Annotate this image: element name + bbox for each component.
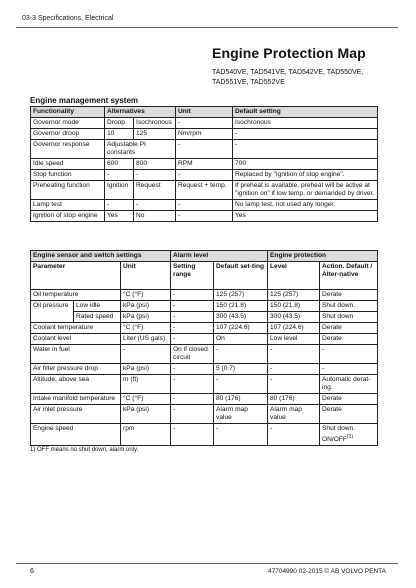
- table-cell: -: [320, 345, 378, 364]
- page-number: 6: [30, 568, 34, 575]
- table-cell: Oil temperature: [31, 290, 121, 301]
- column-header: Unit: [121, 262, 171, 290]
- table-cell: °C (°F): [121, 323, 171, 334]
- table-cell: -: [268, 424, 320, 446]
- table-row: [31, 200, 378, 211]
- table-cell: Alarm map value: [214, 405, 268, 424]
- table-cell: Request: [134, 181, 176, 200]
- table-cell: If preheat is available, preheat will be active at "ignition on" if low temp. or demanded by driver.: [233, 181, 378, 200]
- table-cell: 150 (21.8): [268, 301, 320, 312]
- table-cell: -: [171, 290, 214, 301]
- table-cell: Ignition: [105, 181, 134, 200]
- footnote-ref: (1): [346, 434, 354, 440]
- table-cell: Shut down: [320, 312, 378, 323]
- table-cell: 800: [134, 159, 176, 170]
- table-cell: -: [268, 364, 320, 375]
- table-row: [31, 301, 378, 312]
- header-divider: [16, 27, 398, 28]
- table-cell: °C (°F): [121, 394, 171, 405]
- table-cell: Derate: [320, 405, 378, 424]
- table-cell: m (ft): [121, 375, 171, 394]
- table-cell: 300 (43.5): [268, 312, 320, 323]
- column-header: Functionality: [31, 107, 105, 118]
- table-cell: 600: [105, 159, 134, 170]
- table-cell: 700: [233, 159, 378, 170]
- table-cell: -: [214, 375, 268, 394]
- table-cell: -: [171, 312, 214, 323]
- table-cell: On if closed circuit: [171, 345, 214, 364]
- table-cell: Air filter pressure drop: [31, 364, 121, 375]
- table-group-header-row: [31, 251, 378, 262]
- table-row: [31, 405, 378, 424]
- table-cell: -: [214, 345, 268, 364]
- table-row: [31, 345, 378, 364]
- page-title: Engine Protection Map: [212, 45, 366, 61]
- table-cell: Yes: [233, 211, 378, 222]
- table-cell: 80 (176): [268, 394, 320, 405]
- table-cell: Alarm map value: [268, 405, 320, 424]
- footer-doc-id: 47704990 02-2015 © AB VOLVO PENTA: [267, 568, 386, 575]
- table-cell: Droop: [105, 118, 134, 129]
- table-cell: -: [134, 170, 176, 181]
- table-cell: Derate: [320, 334, 378, 345]
- table-cell: Request + temp.: [176, 181, 233, 200]
- footer-divider: [16, 563, 398, 564]
- table-cell: 125 (257): [268, 290, 320, 301]
- table-cell: kPa (psi): [121, 312, 171, 323]
- table-row: [31, 290, 378, 301]
- table-cell: Derate: [320, 323, 378, 334]
- table-cell: No: [134, 211, 176, 222]
- column-header: Parameter: [31, 262, 121, 290]
- column-header: Setting range: [171, 262, 214, 290]
- footnote: 1) OFF means no shut down, alarm only.: [30, 447, 139, 453]
- table-row: [31, 323, 378, 334]
- table-row: [31, 140, 378, 159]
- table-cell: Stop function: [31, 170, 105, 181]
- table-cell: 300 (43.5): [214, 312, 268, 323]
- engine-protection-table: [30, 250, 378, 446]
- table-cell: Derate: [320, 394, 378, 405]
- table-cell: 5 (0.7): [214, 364, 268, 375]
- table-cell: 80 (176): [214, 394, 268, 405]
- table-cell: Automatic derat-ing.: [320, 375, 378, 394]
- table-cell: Coolant temperature: [31, 323, 121, 334]
- table-cell: Replaced by "Ignition of stop engine".: [233, 170, 378, 181]
- table-cell: Low idle: [74, 301, 121, 312]
- table-cell: Derate: [320, 290, 378, 301]
- table-cell: -: [233, 129, 378, 140]
- table-cell: Engine speed: [31, 424, 121, 446]
- table-cell: RPM: [176, 159, 233, 170]
- table-cell: Altitude, above sea: [31, 375, 121, 394]
- table-cell: -: [134, 200, 176, 211]
- column-header: Default set-ting: [214, 262, 268, 290]
- table-cell: Oil pressure: [31, 301, 74, 323]
- table-cell: -: [176, 211, 233, 222]
- table-cell: 10: [105, 129, 134, 140]
- table-cell: Water in fuel: [31, 345, 121, 364]
- table-cell: -: [171, 323, 214, 334]
- table-cell: 125: [134, 129, 176, 140]
- table-cell: -: [171, 424, 214, 446]
- table-cell: [320, 424, 378, 446]
- table-cell: Isochronous: [134, 118, 176, 129]
- table-cell: -: [171, 394, 214, 405]
- column-header: Level: [268, 262, 320, 290]
- table-row: [31, 394, 378, 405]
- table-cell: Lamp test: [31, 200, 105, 211]
- table-cell: Governor droop: [31, 129, 105, 140]
- table-cell: Governor mode: [31, 118, 105, 129]
- table-cell: Preheating function: [31, 181, 105, 200]
- table-cell: -: [105, 170, 134, 181]
- table-cell: -: [171, 405, 214, 424]
- table-cell: Adjustable PI constants: [105, 140, 176, 159]
- table-cell: -: [171, 364, 214, 375]
- table-row: [31, 170, 378, 181]
- table-cell: -: [214, 424, 268, 446]
- table-cell: 150 (21.8): [214, 301, 268, 312]
- table-cell: rpm: [121, 424, 171, 446]
- table-cell: -: [176, 140, 233, 159]
- table-cell: -: [171, 375, 214, 394]
- table-row: [31, 334, 378, 345]
- engine-models: TAD540VE, TAD541VE, TAD542VE, TAD550VE, TAD551VE, TAD552VE: [212, 69, 364, 86]
- table-cell: 107 (224.6): [214, 323, 268, 334]
- table-cell: -: [121, 345, 171, 364]
- table-cell: °C (°F): [121, 290, 171, 301]
- table-cell: -: [268, 345, 320, 364]
- table-cell: Yes: [105, 211, 134, 222]
- table-row: [31, 118, 378, 129]
- table-cell: -: [171, 301, 214, 312]
- group-header: Engine sensor and switch settings: [31, 251, 171, 262]
- table-cell: Coolant level: [31, 334, 121, 345]
- table-header-row: [31, 107, 378, 118]
- table-cell: Intake manifold temperature: [31, 394, 121, 405]
- table-cell: -: [176, 170, 233, 181]
- table-cell: Ignition of stop engine: [31, 211, 105, 222]
- table-row: [31, 129, 378, 140]
- table-cell: -: [233, 140, 378, 159]
- table-cell: Governor response: [31, 140, 105, 159]
- table-row: [31, 375, 378, 394]
- table-cell: No lamp test, not used any longer.: [233, 200, 378, 211]
- group-header: Alarm level: [171, 251, 268, 262]
- table-cell: Rated speed: [74, 312, 121, 323]
- table-cell: 125 (257): [214, 290, 268, 301]
- table-row: [31, 211, 378, 222]
- table-cell: -: [176, 200, 233, 211]
- column-header: Unit: [176, 107, 233, 118]
- table-header-row: [31, 262, 378, 290]
- table-cell: Liter (US gals): [121, 334, 171, 345]
- table-cell: Air inlet pressure: [31, 405, 121, 424]
- table-cell: kPa (psi): [121, 301, 171, 312]
- table-cell: kPa (psi): [121, 364, 171, 375]
- running-header: 03-3 Specifications, Electrical: [22, 15, 114, 22]
- action-text: Shut down. ON/OFF: [322, 425, 356, 444]
- table-cell: -: [320, 364, 378, 375]
- table-cell: Isochronous: [233, 118, 378, 129]
- column-header: Default setting: [233, 107, 378, 118]
- table-cell: -: [171, 334, 214, 345]
- table-row: [31, 159, 378, 170]
- table-row: [31, 424, 378, 446]
- table-cell: -: [268, 375, 320, 394]
- column-header: Alternatives: [105, 107, 176, 118]
- table-cell: kPa (psi): [121, 405, 171, 424]
- table-cell: Shut down.: [320, 301, 378, 312]
- table-row: [31, 181, 378, 200]
- table-cell: Low level: [268, 334, 320, 345]
- section-title: Engine management system: [30, 96, 139, 105]
- engine-management-table: [30, 106, 378, 222]
- table-row: [31, 312, 378, 323]
- table-cell: Idle speed: [31, 159, 105, 170]
- table-cell: On: [214, 334, 268, 345]
- table-cell: 107 (224.6): [268, 323, 320, 334]
- table-row: [31, 364, 378, 375]
- table-cell: Nm/rpm: [176, 129, 233, 140]
- table-cell: -: [105, 200, 134, 211]
- column-header: Action. Default / Alter-native: [320, 262, 378, 290]
- table-cell: -: [176, 118, 233, 129]
- group-header: Engine protection: [268, 251, 378, 262]
